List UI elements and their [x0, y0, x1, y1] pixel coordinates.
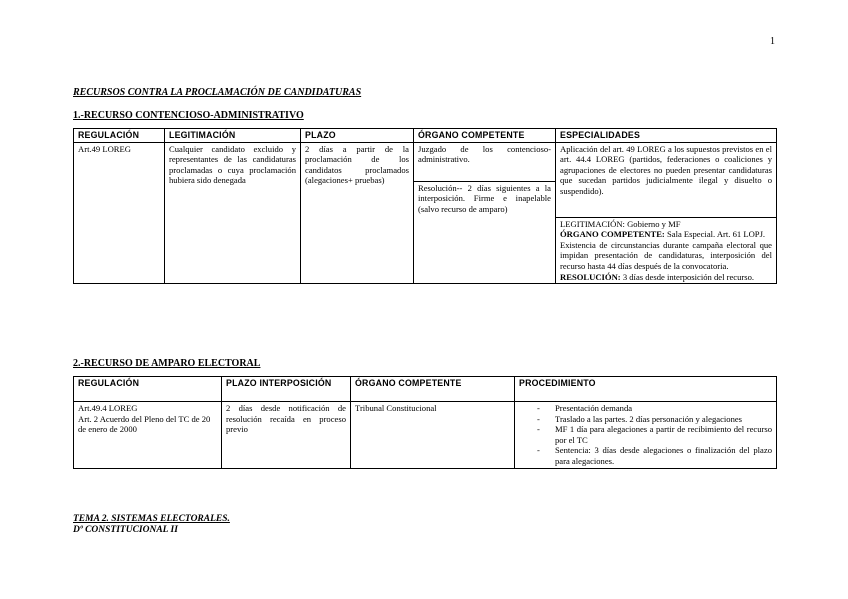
header-cell: PROCEDIMIENTO	[515, 377, 777, 402]
amparo-table	[73, 376, 777, 469]
esp-legitimacion: LEGITIMACIÓN: Gobierno y MF	[560, 218, 681, 229]
header-cell: REGULACIÓN	[74, 129, 165, 143]
section1-title: 1.-RECURSO CONTENCIOSO-ADMINISTRATIVO	[73, 110, 304, 121]
procedimiento-list	[519, 403, 772, 467]
esp-resolucion-label: RESOLUCIÓN:	[560, 271, 621, 282]
list-item: - Presentación demanda	[555, 403, 772, 414]
esp-organo-text: Sala Especial. Art. 61 LOPJ.	[666, 229, 766, 240]
regulacion-line: Art. 2 Acuerdo del Pleno del TC de 20 de enero de 2000	[78, 413, 211, 435]
regulacion-cell: Art.49 LOREG	[74, 142, 165, 284]
resolucion-cell: Resolución-- 2 días siguientes a la interposición. Firme e inapelable (salvo recurso de amparo)	[414, 181, 556, 284]
especialidades-cell: Aplicación del art. 49 LOREG a los supuestos previstos en el art. 44.4 LOREG (partidos, federaciones o coaliciones y agrupaciones de electores no pueden presentar candidaturas que sucedan partidos judicialmente ilegal y disuelto o suspendido).	[556, 142, 777, 217]
header-cell: LEGITIMACIÓN	[165, 129, 301, 143]
contencioso-table	[73, 128, 777, 284]
esp-organo	[560, 229, 772, 240]
table-row	[74, 402, 777, 469]
header-cell: PLAZO	[301, 129, 414, 143]
procedimiento-cell	[515, 402, 777, 469]
page-number: 1	[770, 36, 775, 47]
table-row	[74, 142, 777, 181]
footer	[73, 514, 230, 536]
header-cell: ESPECIALIDADES	[556, 129, 777, 143]
plazo-cell: 2 días desde notificación de resolución recaída en proceso previo	[222, 402, 351, 469]
footer-topic: TEMA 2. SISTEMAS ELECTORALES.	[73, 514, 230, 524]
organo-cell: Juzgado de los contencioso-administrativo.	[414, 142, 556, 181]
especialidades-detail-cell	[556, 217, 777, 284]
legitimacion-cell: Cualquier candidato excluido y representantes de las candidaturas proclamadas o cuya proclamación hubiera sido denegada	[165, 142, 301, 284]
esp-existencia: Existencia de circunstancias durante campaña electoral que impidan presentación de candidaturas, interposición del recurso hasta 44 días después de la convocatoria.	[560, 239, 772, 271]
footer-subject: Dº CONSTITUCIONAL II	[73, 525, 178, 535]
header-cell: REGULACIÓN	[74, 377, 222, 402]
esp-resolucion	[560, 272, 772, 283]
organo-cell: Tribunal Constitucional	[351, 402, 515, 469]
list-item: - Sentencia: 3 días desde alegaciones o finalización del plazo para alegaciones.	[555, 445, 772, 466]
esp-organo-label: ÓRGANO COMPETENTE:	[560, 229, 665, 240]
regulacion-cell	[74, 402, 222, 469]
plazo-cell: 2 días a partir de la proclamación de los candidatos proclamados (alegaciones+ pruebas)	[301, 142, 414, 284]
list-item: - MF 1 día para alegaciones a partir de recibimiento del recurso por el TC	[555, 424, 772, 445]
list-item: - Traslado a las partes. 2 días personación y alegaciones	[555, 414, 772, 425]
regulacion-line: Art.49.4 LOREG	[78, 403, 138, 413]
main-heading: RECURSOS CONTRA LA PROCLAMACIÓN DE CANDIDATURAS	[73, 87, 362, 98]
table-header-row	[74, 377, 777, 402]
header-cell: ÓRGANO COMPETENTE	[414, 129, 556, 143]
header-cell: PLAZO INTERPOSICIÓN	[222, 377, 351, 402]
header-cell: ÓRGANO COMPETENTE	[351, 377, 515, 402]
section2-title: 2.-RECURSO DE AMPARO ELECTORAL	[73, 358, 261, 369]
table-header-row	[74, 129, 777, 143]
esp-resolucion-text: 3 días desde interposición del recurso.	[622, 271, 755, 282]
